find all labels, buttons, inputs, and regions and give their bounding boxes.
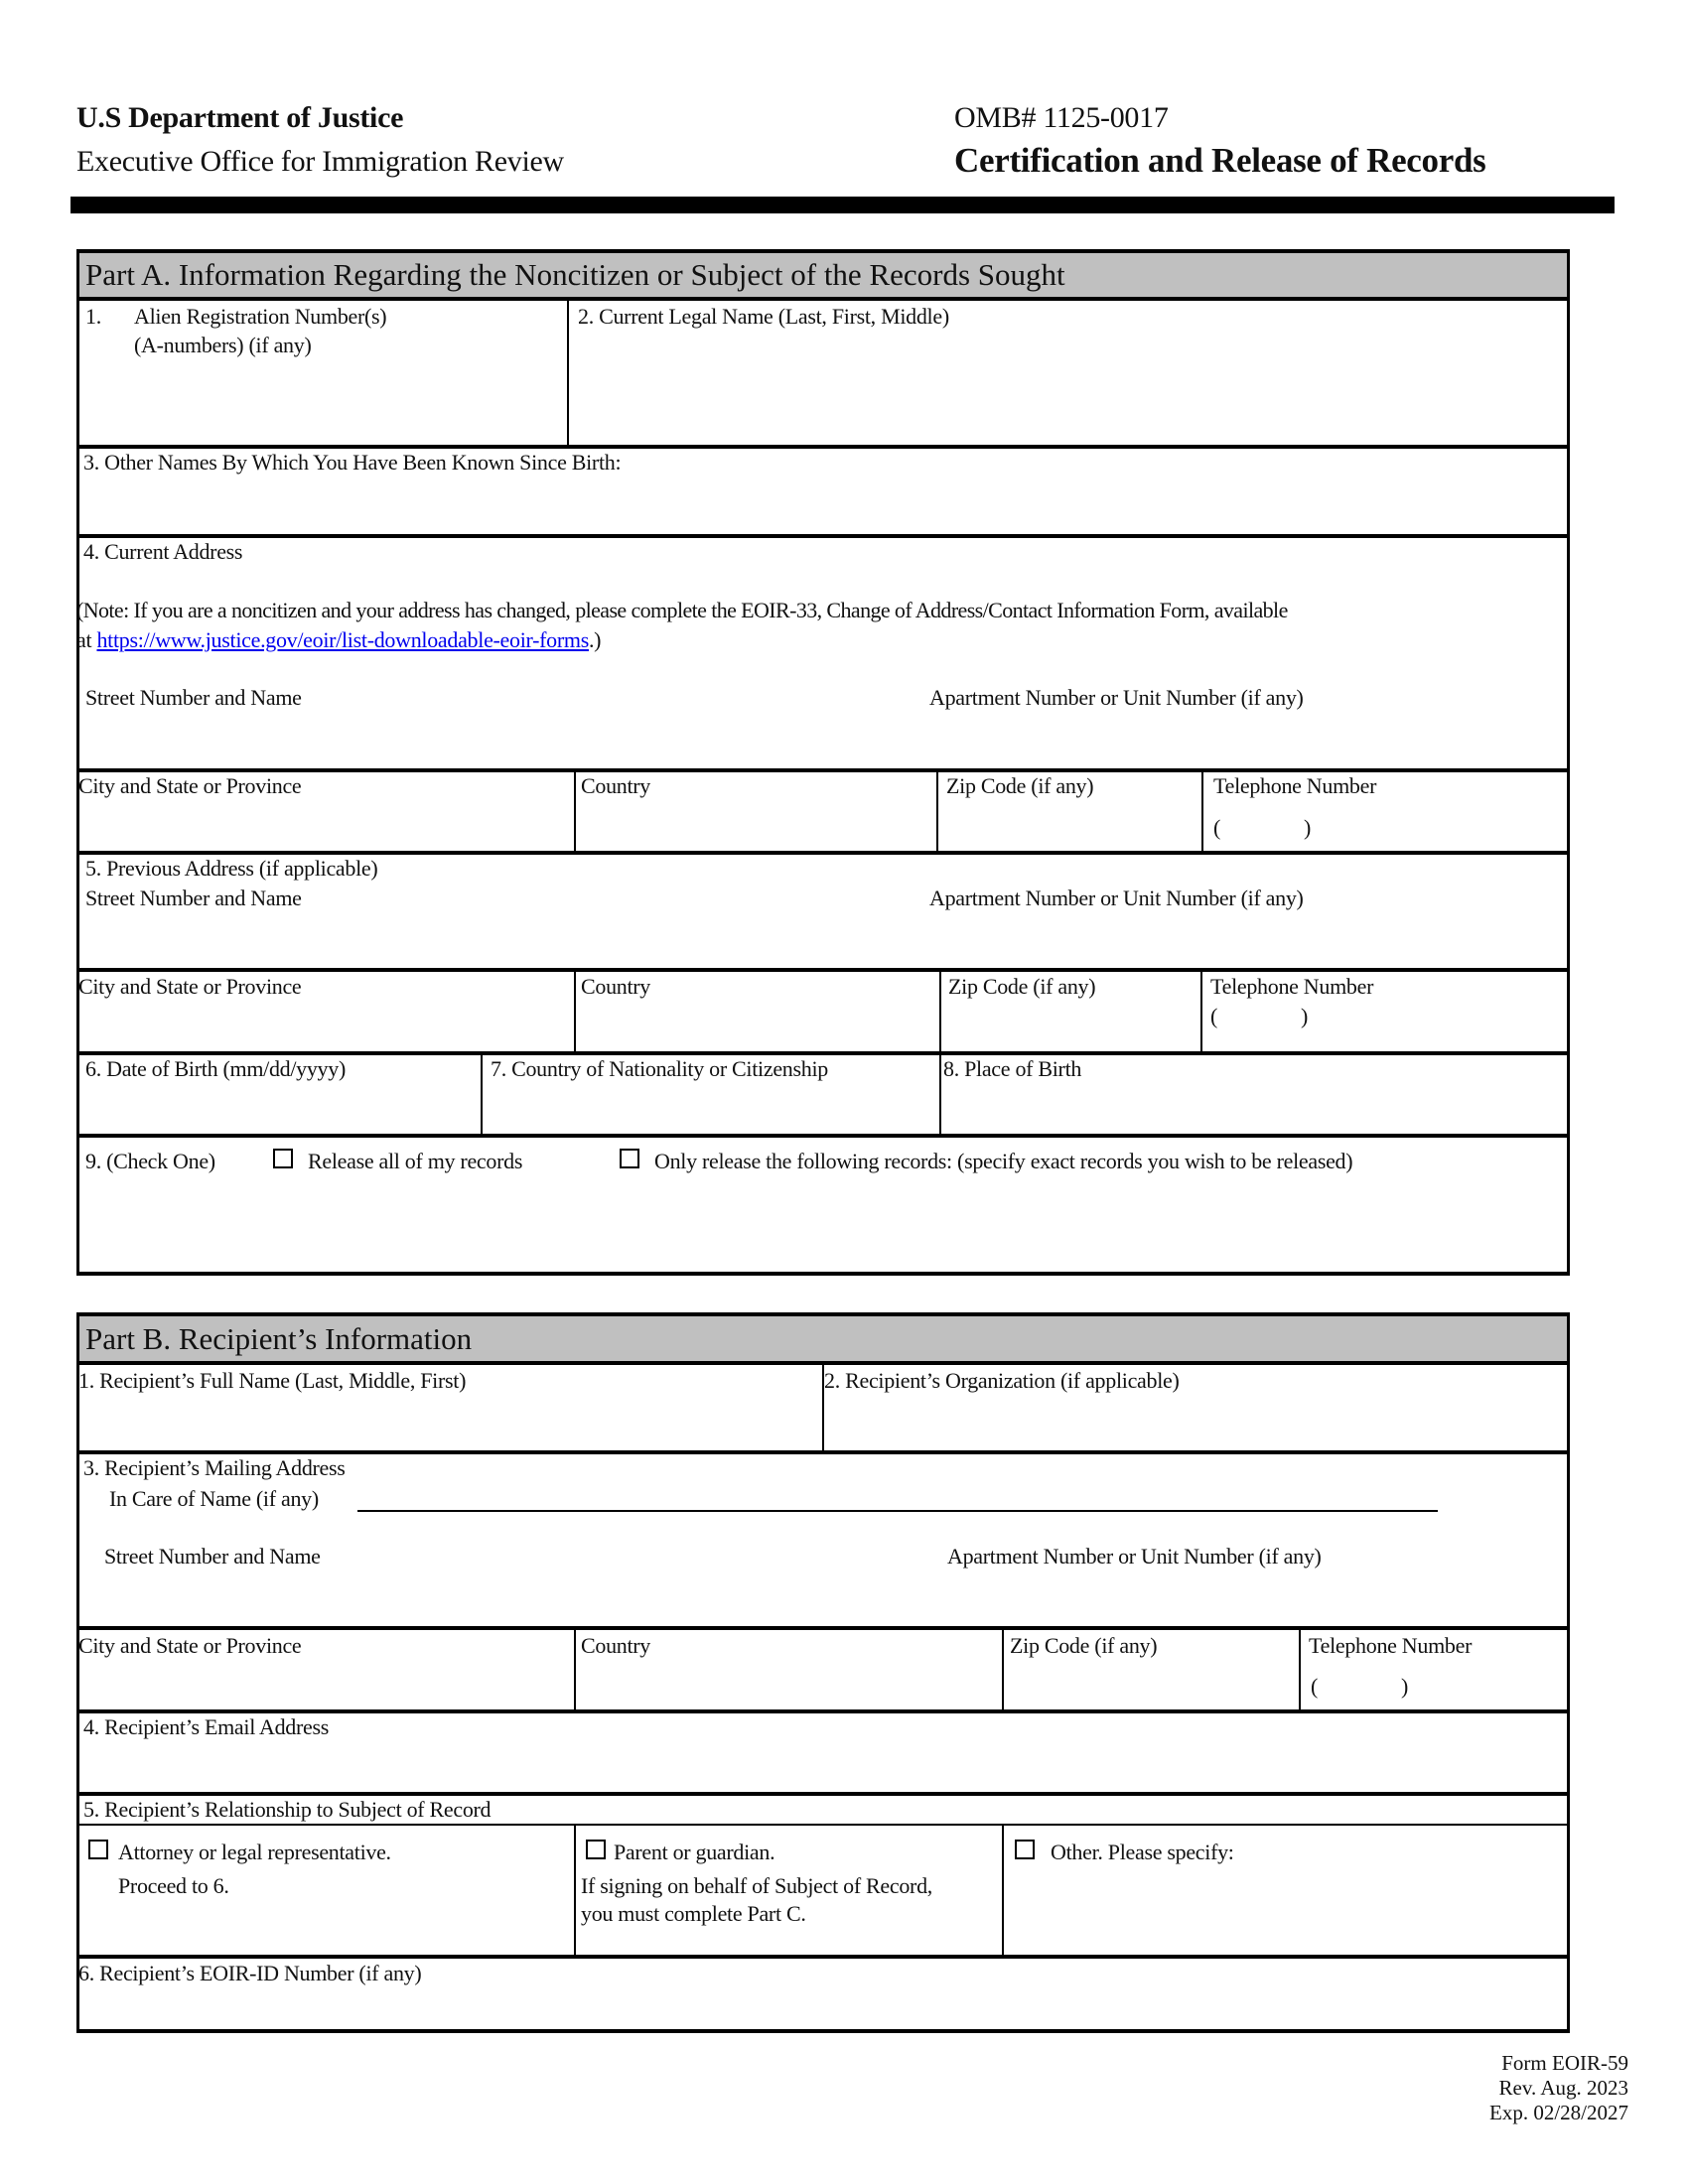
divider <box>76 968 1570 972</box>
divider <box>76 1709 1570 1713</box>
divider <box>939 970 941 1052</box>
divider <box>76 249 1570 253</box>
form-title: Certification and Release of Records <box>954 141 1486 180</box>
other-label[interactable]: Other. Please specify: <box>1051 1840 1234 1864</box>
note-suffix: .) <box>588 627 602 652</box>
divider <box>76 1312 1570 1316</box>
eoir-forms-link[interactable]: https://www.justice.gov/eoir/list-downloadable-eoir-forms <box>96 627 589 652</box>
parent-checkbox[interactable] <box>586 1840 606 1859</box>
divider <box>1299 1628 1301 1710</box>
check-one-label: 9. (Check One) <box>85 1149 215 1173</box>
part-a-left-border <box>76 249 79 1276</box>
prev-country-field[interactable]: Country <box>581 974 651 999</box>
country-field[interactable]: Country <box>581 773 651 798</box>
parent-label: Parent or guardian. <box>614 1840 775 1864</box>
care-of-input-line[interactable] <box>357 1510 1438 1512</box>
header-rule <box>70 197 1615 213</box>
recipient-zip-field[interactable]: Zip Code (if any) <box>1010 1633 1158 1658</box>
part-b-left-border <box>76 1312 79 2033</box>
divider <box>76 1051 1570 1055</box>
agency-name: U.S Department of Justice <box>76 101 404 134</box>
divider <box>574 1826 576 1956</box>
recipient-country-field[interactable]: Country <box>581 1633 651 1658</box>
divider <box>1002 1628 1004 1710</box>
part-a-heading: Part A. Information Regarding the Noncitizen or Subject of the Records Sought <box>85 257 1065 292</box>
birthplace-field[interactable]: 8. Place of Birth <box>943 1056 1082 1081</box>
part-a-right-border <box>1567 249 1570 1276</box>
divider <box>1002 1826 1004 1956</box>
parent-note-2: you must complete Part C. <box>581 1901 806 1926</box>
apt-field[interactable]: Apartment Number or Unit Number (if any) <box>929 685 1304 710</box>
part-b-right-border <box>1567 1312 1570 2033</box>
prev-phone-field[interactable]: Telephone Number <box>1210 974 1374 999</box>
divider <box>76 1272 1570 1276</box>
release-all-checkbox[interactable] <box>273 1149 293 1168</box>
eoir-id-field[interactable]: 6. Recipient’s EOIR-ID Number (if any) <box>78 1961 422 1985</box>
attorney-label: Attorney or legal representative. <box>118 1840 391 1864</box>
phone-field[interactable]: Telephone Number <box>1213 773 1377 798</box>
recipient-name-field[interactable]: 1. Recipient’s Full Name (Last, Middle, First) <box>78 1368 467 1393</box>
previous-address-label: 5. Previous Address (if applicable) <box>85 856 378 881</box>
form-footer <box>1489 2051 1628 2125</box>
relationship-label: 5. Recipient’s Relationship to Subject of Record <box>83 1797 492 1822</box>
phone-paren-open: ( <box>1210 1004 1218 1028</box>
divider <box>567 299 569 446</box>
zip-field[interactable]: Zip Code (if any) <box>946 773 1094 798</box>
address-note: (Note: If you are a noncitizen and your address has changed, please complete the EOIR-33, Change of Address/Contact Information Form, available <box>76 598 1288 622</box>
care-of-label: In Care of Name (if any) <box>109 1486 319 1511</box>
current-address-label: 4. Current Address <box>83 539 243 564</box>
divider <box>76 1824 1570 1826</box>
divider <box>76 2029 1570 2033</box>
prev-city-field[interactable]: City and State or Province <box>78 974 302 999</box>
divider <box>1201 770 1203 852</box>
recipient-apt-field[interactable]: Apartment Number or Unit Number (if any) <box>947 1544 1322 1569</box>
attorney-checkbox[interactable] <box>88 1840 108 1859</box>
divider <box>76 768 1570 772</box>
recipient-city-field[interactable]: City and State or Province <box>78 1633 302 1658</box>
legal-name-field[interactable]: 2. Current Legal Name (Last, First, Middle) <box>578 304 949 329</box>
form-number: Form EOIR-59 <box>1501 2051 1628 2075</box>
recipient-street-field[interactable]: Street Number and Name <box>104 1544 321 1569</box>
revision-date: Rev. Aug. 2023 <box>1498 2076 1628 2100</box>
release-some-checkbox[interactable] <box>620 1149 639 1168</box>
divider <box>939 1053 941 1135</box>
a-number-label[interactable]: Alien Registration Number(s) <box>134 304 387 329</box>
prev-zip-field[interactable]: Zip Code (if any) <box>948 974 1096 999</box>
other-checkbox[interactable] <box>1015 1840 1035 1859</box>
nationality-field[interactable]: 7. Country of Nationality or Citizenship <box>491 1056 828 1081</box>
divider <box>76 445 1570 449</box>
divider <box>76 851 1570 855</box>
city-field[interactable]: City and State or Province <box>78 773 302 798</box>
office-name: Executive Office for Immigration Review <box>76 145 564 178</box>
part-b-heading: Part B. Recipient’s Information <box>85 1321 473 1356</box>
divider <box>76 534 1570 538</box>
dob-field[interactable]: 6. Date of Birth (mm/dd/yyyy) <box>85 1056 346 1081</box>
expiration-date: Exp. 02/28/2027 <box>1489 2101 1628 2124</box>
divider <box>76 297 1570 301</box>
release-all-label: Release all of my records <box>308 1149 523 1173</box>
phone-paren-close: ) <box>1304 815 1312 840</box>
recipient-email-field[interactable]: 4. Recipient’s Email Address <box>83 1714 330 1739</box>
divider <box>76 1626 1570 1630</box>
phone-paren-close: ) <box>1301 1004 1309 1028</box>
divider <box>1200 970 1202 1052</box>
phone-paren-open: ( <box>1311 1674 1319 1699</box>
other-names-field[interactable]: 3. Other Names By Which You Have Been Known Since Birth: <box>83 450 622 475</box>
divider <box>574 770 576 852</box>
recipient-phone-field[interactable]: Telephone Number <box>1309 1633 1473 1658</box>
release-some-label: Only release the following records: (specify exact records you wish to be released) <box>654 1149 1353 1173</box>
a-number-index: 1. <box>85 304 101 329</box>
address-note-line2 <box>76 627 601 653</box>
recipient-org-field[interactable]: 2. Recipient’s Organization (if applicable) <box>824 1368 1180 1393</box>
divider <box>481 1053 483 1135</box>
attorney-note: Proceed to 6. <box>118 1873 229 1898</box>
divider <box>76 1792 1570 1796</box>
parent-note-1: If signing on behalf of Subject of Record, <box>581 1873 932 1898</box>
divider <box>76 1134 1570 1138</box>
divider <box>76 1955 1570 1959</box>
mailing-address-label: 3. Recipient’s Mailing Address <box>83 1455 346 1480</box>
street-field[interactable]: Street Number and Name <box>85 685 302 710</box>
prev-apt-field[interactable]: Apartment Number or Unit Number (if any) <box>929 886 1304 910</box>
omb-number: OMB# 1125-0017 <box>954 101 1169 134</box>
divider <box>574 1628 576 1710</box>
divider <box>574 970 576 1052</box>
divider <box>936 770 938 852</box>
note-prefix: at <box>76 627 97 652</box>
prev-street-field[interactable]: Street Number and Name <box>85 886 302 910</box>
a-number-sublabel: (A-numbers) (if any) <box>134 333 312 357</box>
phone-paren-close: ) <box>1401 1674 1409 1699</box>
phone-paren-open: ( <box>1213 815 1221 840</box>
